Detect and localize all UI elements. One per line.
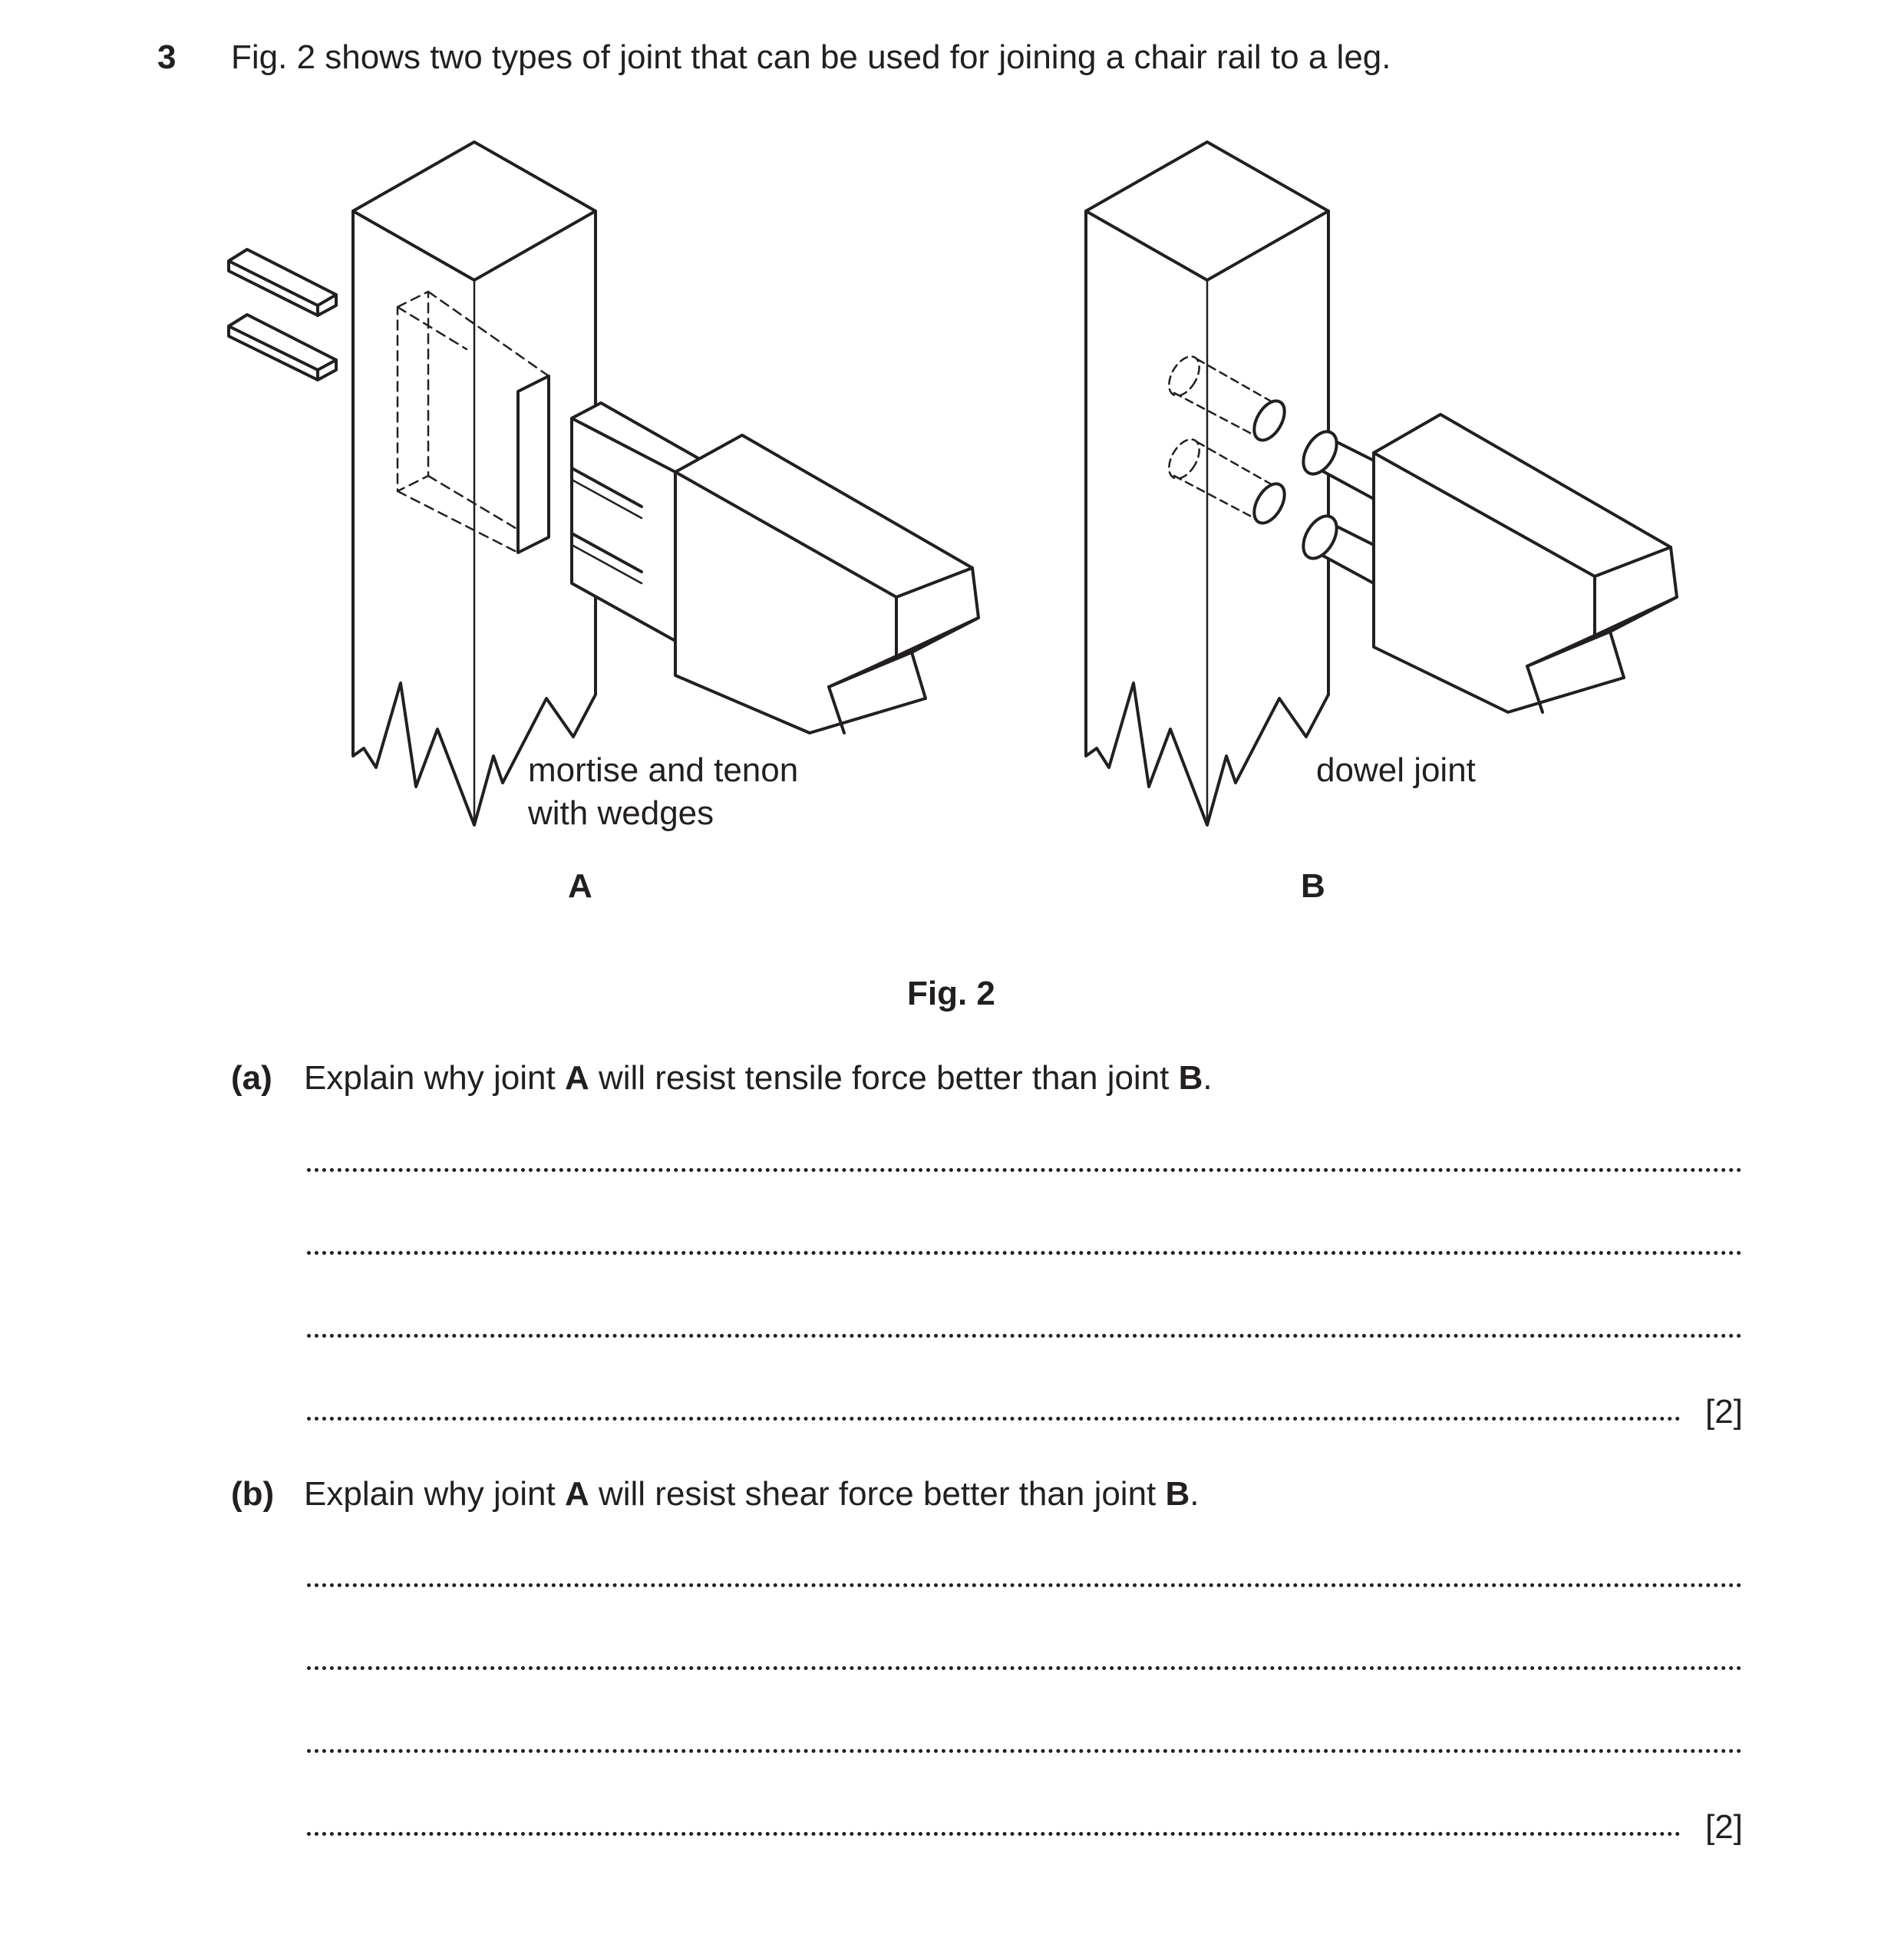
rail-a <box>675 435 978 733</box>
joint-a-letter: A <box>568 867 592 905</box>
mortise <box>398 292 549 553</box>
joint-b-drawing <box>1086 142 1677 825</box>
part-b-answer-line-1[interactable] <box>307 1583 1742 1587</box>
dowels <box>1296 426 1374 583</box>
part-b-label: (b) <box>231 1475 275 1513</box>
part-b-question: Explain why joint A will resist shear force better than joint B. <box>304 1475 1199 1513</box>
joint-b-letter: B <box>1301 867 1325 905</box>
part-a-question: Explain why joint A will resist tensile force better than joint B. <box>304 1059 1213 1097</box>
part-a-answer-line-4[interactable] <box>307 1417 1681 1421</box>
joint-b-label: dowel joint <box>1316 751 1476 789</box>
leg-b <box>1086 142 1328 825</box>
figure-caption: Fig. 2 <box>907 975 995 1012</box>
wedge-lower <box>229 315 336 380</box>
wedge-upper <box>229 249 336 315</box>
part-b-marks: [2] <box>1705 1808 1743 1846</box>
joint-a-label-line1: mortise and tenon <box>528 751 799 789</box>
joint-a-drawing <box>229 142 978 825</box>
leg-a <box>353 142 596 825</box>
part-b-answer-line-2[interactable] <box>307 1666 1742 1670</box>
part-b-answer-line-4[interactable] <box>307 1832 1681 1836</box>
rail-b <box>1374 414 1677 712</box>
question-stem: Fig. 2 shows two types of joint that can be used for joining a chair rail to a leg. <box>231 38 1391 76</box>
part-a-answer-line-2[interactable] <box>307 1251 1742 1255</box>
part-a-marks: [2] <box>1705 1393 1743 1431</box>
joint-a-label-line2: with wedges <box>528 794 714 832</box>
part-b-answer-line-3[interactable] <box>307 1749 1742 1753</box>
part-a-answer-line-1[interactable] <box>307 1168 1742 1172</box>
dowel-holes <box>1163 352 1291 528</box>
part-a-label: (a) <box>231 1059 272 1097</box>
joint-figure <box>0 0 1904 921</box>
part-a-answer-line-3[interactable] <box>307 1334 1742 1338</box>
question-number: 3 <box>157 38 177 76</box>
